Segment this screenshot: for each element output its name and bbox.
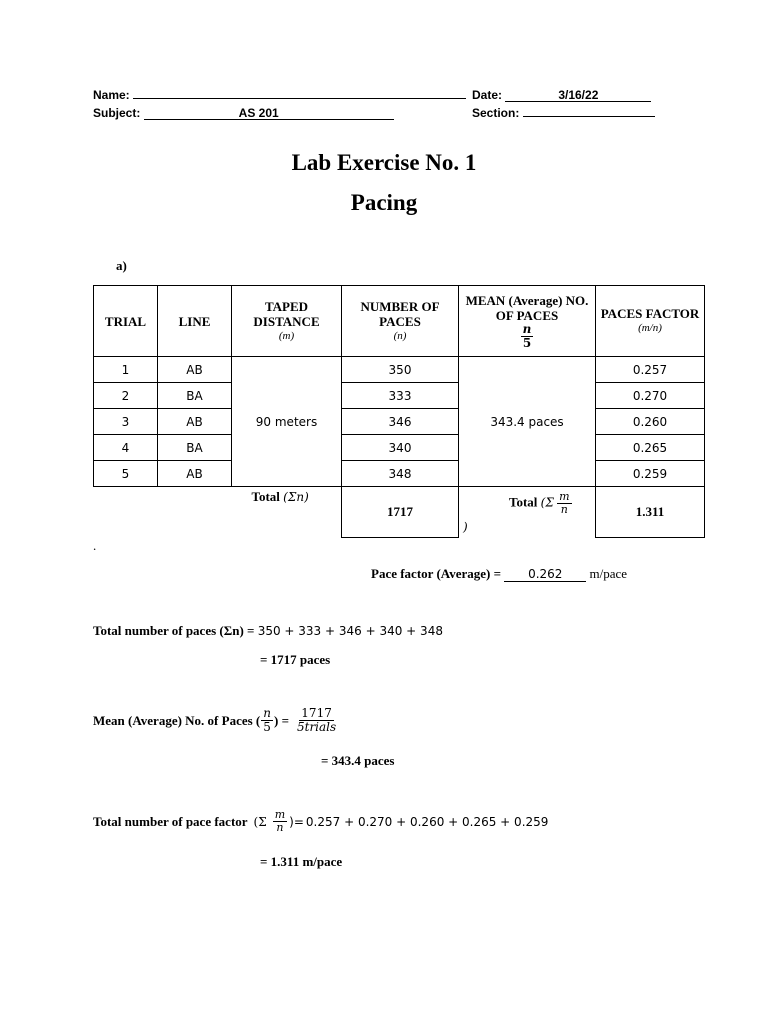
subject-field: AS 201 (144, 108, 394, 120)
fraction-denominator: n (276, 821, 284, 834)
mean-result: = 343.4 paces (321, 753, 395, 768)
cell-mean: 343.4 paces (459, 357, 596, 487)
subject-label: Subject: (93, 106, 141, 120)
cell-trial: 4 (94, 435, 158, 461)
table-header-row (94, 286, 705, 357)
total-n-label: Total (251, 489, 280, 504)
cell-trial: 1 (94, 357, 158, 383)
mean-label: Mean (Average) No. of Paces ( (93, 712, 261, 728)
total-factor-label-group (509, 491, 572, 516)
header-taped-distance (232, 286, 342, 357)
header-paces-factor (596, 286, 705, 357)
header-number-of-paces (342, 286, 459, 357)
fraction-denominator: n (560, 503, 568, 516)
cell-taped-distance: 90 meters (232, 357, 342, 487)
page-title: Lab Exercise No. 1 (291, 150, 477, 175)
cell-line: BA (158, 383, 232, 409)
fraction-numerator: n (522, 321, 532, 336)
cell-factor: 0.270 (596, 383, 705, 409)
table-row (94, 357, 705, 383)
header-taped-distance-unit: (m) (278, 329, 295, 342)
pace-factor-average-unit: m/pace (589, 566, 628, 581)
pacing-table (93, 285, 705, 538)
section-line (472, 106, 655, 120)
total-paces-expression: 350 + 333 + 346 + 340 + 348 (257, 624, 443, 638)
date-line (472, 88, 651, 102)
cell-trial: 5 (94, 461, 158, 487)
total-factor-calc-open: (Σ (253, 814, 267, 829)
total-paces-label: Total number of paces (Σn) = (93, 623, 255, 638)
subject-line (93, 106, 394, 120)
part-label: a) (116, 258, 127, 273)
name-field (133, 98, 466, 99)
mean-calc (93, 707, 338, 734)
cell-paces: 348 (342, 461, 459, 487)
pace-factor-average-label: Pace factor (Average) = (371, 566, 501, 581)
date-field: 3/16/22 (505, 90, 651, 102)
header-taped-distance-label: TAPED DISTANCE (253, 298, 320, 329)
table-row (94, 435, 705, 461)
header-trial: TRIAL (94, 286, 158, 357)
fraction-numerator: m (274, 808, 286, 821)
header-mean (459, 286, 596, 357)
fraction-denominator: 5 (522, 335, 532, 350)
section-label: Section: (472, 106, 520, 120)
header-paces-factor-unit: (m/n) (638, 322, 662, 334)
cell-line: BA (158, 435, 232, 461)
table-row (94, 461, 705, 487)
fraction-denominator: 5trials (296, 720, 337, 734)
total-factor-calc-expression: 0.257 + 0.270 + 0.260 + 0.265 + 0.259 (305, 814, 549, 829)
fraction-denominator: 5 (263, 720, 271, 734)
mean-close: ) = (273, 712, 289, 728)
pace-factor-average-value: 0.262 (504, 568, 586, 582)
total-n-label-cell (232, 487, 342, 538)
fraction-numerator: n (263, 706, 271, 720)
total-factor-open: (Σ (540, 495, 554, 510)
header-number-of-paces-label: NUMBER OF PACES (360, 298, 440, 329)
total-factor-calc-label: Total number of pace factor (93, 813, 248, 829)
total-factor-label-cell (459, 487, 596, 538)
page-subtitle: Pacing (350, 190, 418, 215)
fraction-numerator: m (559, 490, 570, 503)
total-factor-fraction (557, 491, 571, 516)
total-paces-calc (93, 623, 443, 639)
total-factor-result: = 1.311 m/pace (260, 854, 343, 869)
total-paces-result: = 1717 paces (260, 652, 331, 667)
total-factor-label: Total (509, 494, 538, 510)
total-factor-calc-close: )= (289, 814, 304, 829)
header-mean-fraction (521, 323, 534, 350)
total-n-value: 1717 (342, 487, 459, 538)
date-label: Date: (472, 88, 503, 102)
cell-paces: 350 (342, 357, 459, 383)
cell-line: AB (158, 357, 232, 383)
cell-trial: 2 (94, 383, 158, 409)
cell-factor: 0.260 (596, 409, 705, 435)
header-mean-label: MEAN (Average) NO. OF PACES (465, 292, 589, 323)
name-label: Name: (93, 88, 130, 102)
total-n-symbol: (Σn) (283, 490, 309, 504)
header-line: LINE (158, 286, 232, 357)
fraction-numerator: 1717 (301, 706, 332, 720)
mean-fraction (261, 707, 273, 734)
cell-line: AB (158, 409, 232, 435)
header-paces-factor-label: PACES FACTOR (600, 306, 700, 321)
pace-factor-average-line (371, 566, 627, 582)
total-factor-calc (93, 809, 548, 834)
stray-dot: . (93, 538, 97, 553)
cell-paces: 346 (342, 409, 459, 435)
mean-rhs-fraction (295, 707, 338, 734)
total-factor-value: 1.311 (596, 487, 705, 538)
total-factor-calc-fraction (273, 809, 287, 834)
section-field (523, 116, 655, 117)
total-factor-close: ) (463, 520, 468, 534)
cell-trial: 3 (94, 409, 158, 435)
header-number-of-paces-unit: (n) (393, 329, 407, 342)
table-row (94, 383, 705, 409)
table-total-row (94, 487, 705, 538)
name-line (93, 88, 466, 102)
cell-factor: 0.257 (596, 357, 705, 383)
cell-factor: 0.265 (596, 435, 705, 461)
cell-paces: 340 (342, 435, 459, 461)
cell-paces: 333 (342, 383, 459, 409)
cell-factor: 0.259 (596, 461, 705, 487)
cell-line: AB (158, 461, 232, 487)
table-row (94, 409, 705, 435)
